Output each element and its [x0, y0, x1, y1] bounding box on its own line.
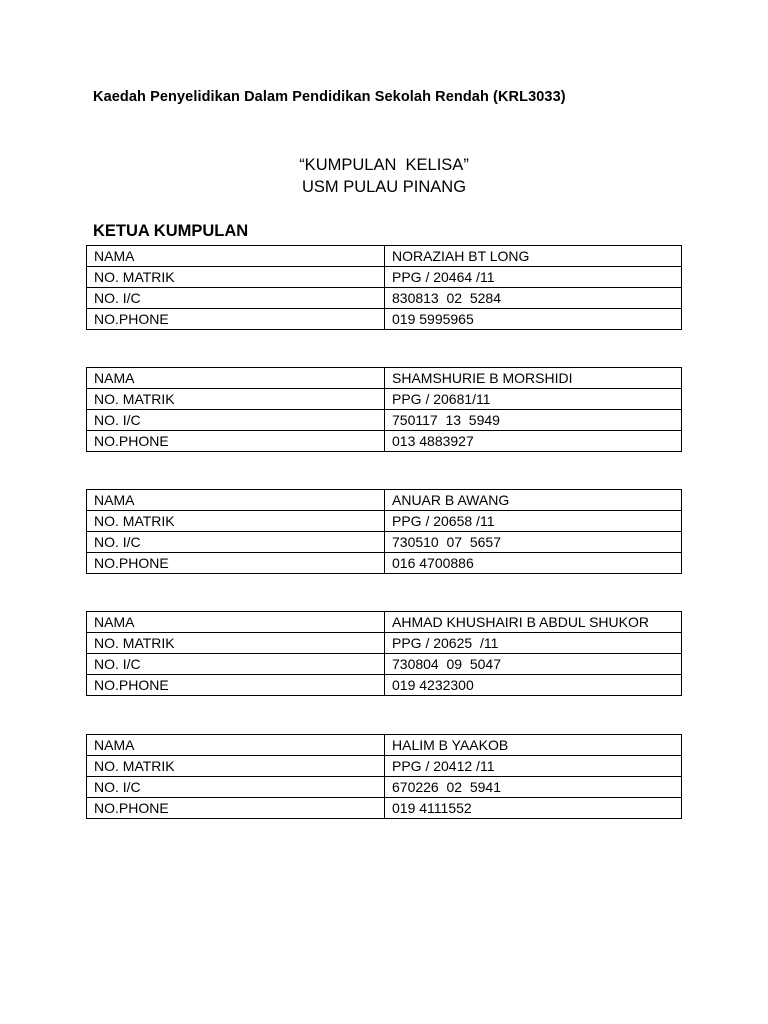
- group-name: “KUMPULAN KELISA”: [299, 156, 469, 174]
- phone-label: NO.PHONE: [87, 309, 385, 330]
- ic-label: NO. I/C: [87, 777, 385, 798]
- name-label: NAMA: [87, 246, 385, 267]
- table-row: [87, 368, 682, 389]
- ic-value: 830813 02 5284: [385, 288, 682, 309]
- matric-label: NO. MATRIK: [87, 756, 385, 777]
- matric-label: NO. MATRIK: [87, 389, 385, 410]
- name-value: AHMAD KHUSHAIRI B ABDUL SHUKOR: [385, 612, 682, 633]
- table-row: [87, 777, 682, 798]
- table-row: [87, 633, 682, 654]
- member-table: [86, 734, 682, 819]
- ic-value: 730804 09 5047: [385, 654, 682, 675]
- phone-value: 019 4232300: [385, 675, 682, 696]
- table-row: [87, 612, 682, 633]
- phone-label: NO.PHONE: [87, 431, 385, 452]
- table-row: [87, 246, 682, 267]
- table-row: [87, 490, 682, 511]
- name-label: NAMA: [87, 735, 385, 756]
- table-row: [87, 309, 682, 330]
- leader-heading: KETUA KUMPULAN: [93, 222, 249, 240]
- ic-value: 670226 02 5941: [385, 777, 682, 798]
- phone-label: NO.PHONE: [87, 798, 385, 819]
- phone-label: NO.PHONE: [87, 553, 385, 574]
- table-row: [87, 654, 682, 675]
- table-row: [87, 267, 682, 288]
- name-label: NAMA: [87, 490, 385, 511]
- name-label: NAMA: [87, 612, 385, 633]
- name-value: ANUAR B AWANG: [385, 490, 682, 511]
- group-title: [0, 154, 768, 198]
- phone-value: 019 5995965: [385, 309, 682, 330]
- ic-label: NO. I/C: [87, 532, 385, 553]
- ic-label: NO. I/C: [87, 288, 385, 309]
- table-row: [87, 431, 682, 452]
- member-table: [86, 245, 682, 330]
- institution-name: USM PULAU PINANG: [301, 178, 467, 196]
- table-row: [87, 532, 682, 553]
- phone-value: 019 4111552: [385, 798, 682, 819]
- table-row: [87, 756, 682, 777]
- ic-value: 750117 13 5949: [385, 410, 682, 431]
- ic-label: NO. I/C: [87, 410, 385, 431]
- ic-value: 730510 07 5657: [385, 532, 682, 553]
- ic-label: NO. I/C: [87, 654, 385, 675]
- name-label: NAMA: [87, 368, 385, 389]
- phone-label: NO.PHONE: [87, 675, 385, 696]
- table-row: [87, 553, 682, 574]
- course-title: Kaedah Penyelidikan Dalam Pendidikan Sekolah Rendah (KRL3033): [93, 89, 566, 105]
- matric-value: PPG / 20681/11: [385, 389, 682, 410]
- table-row: [87, 389, 682, 410]
- table-row: [87, 511, 682, 532]
- table-row: [87, 288, 682, 309]
- table-row: [87, 410, 682, 431]
- matric-label: NO. MATRIK: [87, 633, 385, 654]
- table-row: [87, 675, 682, 696]
- matric-value: PPG / 20464 /11: [385, 267, 682, 288]
- member-table: [86, 489, 682, 574]
- table-row: [87, 798, 682, 819]
- member-table: [86, 611, 682, 696]
- table-row: [87, 735, 682, 756]
- name-value: SHAMSHURIE B MORSHIDI: [385, 368, 682, 389]
- matric-value: PPG / 20658 /11: [385, 511, 682, 532]
- matric-value: PPG / 20625 /11: [385, 633, 682, 654]
- matric-value: PPG / 20412 /11: [385, 756, 682, 777]
- matric-label: NO. MATRIK: [87, 511, 385, 532]
- phone-value: 013 4883927: [385, 431, 682, 452]
- phone-value: 016 4700886: [385, 553, 682, 574]
- name-value: NORAZIAH BT LONG: [385, 246, 682, 267]
- name-value: HALIM B YAAKOB: [385, 735, 682, 756]
- matric-label: NO. MATRIK: [87, 267, 385, 288]
- member-table: [86, 367, 682, 452]
